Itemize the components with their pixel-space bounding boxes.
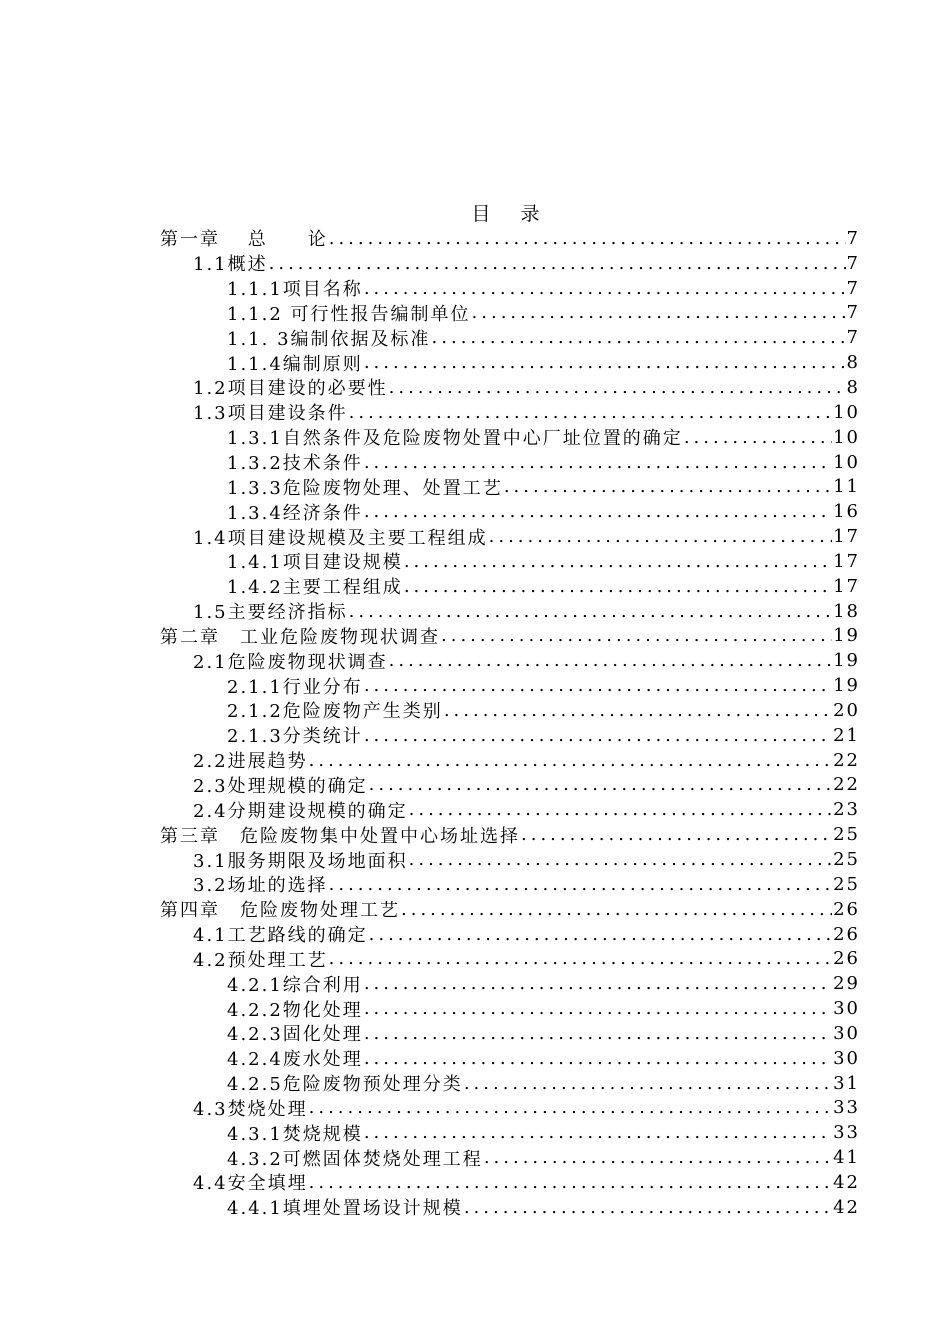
toc-section-entry[interactable] — [160, 872, 860, 897]
toc-entry-label: 第一章 总 论 — [160, 229, 328, 251]
toc-subsection-entry[interactable] — [160, 549, 860, 574]
toc-entry-label: 1.1.4编制原则 — [227, 353, 363, 375]
toc-page-number: 33 — [833, 1097, 860, 1119]
toc-subsection-entry[interactable] — [160, 673, 860, 698]
toc-page-number: 21 — [833, 724, 860, 746]
toc-subsection-entry[interactable] — [160, 1195, 860, 1220]
toc-page-number: 29 — [833, 973, 860, 995]
toc-entry-label: 3.2场址的选择 — [193, 875, 328, 897]
toc-section-entry[interactable] — [160, 1170, 860, 1195]
toc-subsection-entry[interactable] — [160, 1145, 860, 1170]
toc-page-number: 33 — [833, 1122, 860, 1144]
toc-section-entry[interactable] — [160, 748, 860, 773]
toc-entry-label: 1.4项目建设规模及主要工程组成 — [193, 527, 488, 549]
toc-entry-label: 2.2进展趋势 — [193, 751, 308, 773]
toc-section-entry[interactable] — [160, 524, 860, 549]
toc-subsection-entry[interactable] — [160, 574, 860, 599]
toc-dot-leader — [309, 750, 832, 771]
toc-dot-leader — [472, 302, 846, 323]
toc-entry-label: 1.1. 3编制依据及标准 — [227, 328, 431, 350]
toc-section-entry[interactable] — [160, 648, 860, 673]
toc-page-number: 30 — [833, 998, 860, 1020]
toc-dot-leader — [329, 874, 832, 895]
toc-page-number: 22 — [833, 774, 860, 796]
toc-entry-label: 1.3.1自然条件及危险废物处置中心厂址位置的确定 — [227, 428, 683, 450]
toc-entry-label: 1.4.1项目建设规模 — [227, 552, 403, 574]
toc-dot-leader — [389, 377, 846, 398]
toc-dot-leader — [364, 501, 832, 522]
toc-entry-label: 1.5主要经济指标 — [193, 602, 348, 624]
toc-section-entry[interactable] — [160, 922, 860, 947]
toc-subsection-entry[interactable] — [160, 698, 860, 723]
toc-page-number: 23 — [833, 799, 860, 821]
toc-dot-leader — [464, 1073, 832, 1094]
toc-dot-leader — [329, 948, 832, 969]
toc-entry-label: 4.2.3固化处理 — [227, 1024, 363, 1046]
toc-chapter-entry[interactable] — [160, 226, 860, 251]
toc-page-number: 17 — [833, 550, 860, 572]
toc-entry-label: 4.3焚烧处理 — [193, 1098, 308, 1120]
toc-subsection-entry[interactable] — [160, 325, 860, 350]
toc-entry-label: 2.4分期建设规模的确定 — [193, 800, 408, 822]
table-of-contents — [160, 226, 860, 1220]
toc-chapter-entry[interactable] — [160, 897, 860, 922]
toc-dot-leader — [364, 452, 832, 473]
toc-entry-label: 1.1.2 可行性报告编制单位 — [227, 303, 471, 325]
toc-section-entry[interactable] — [160, 847, 860, 872]
toc-page-number: 7 — [846, 252, 860, 274]
toc-page-number: 25 — [833, 873, 860, 895]
toc-dot-leader — [389, 650, 832, 671]
toc-entry-label: 4.3.2可燃固体焚烧处理工程 — [227, 1148, 483, 1170]
toc-dot-leader — [364, 1048, 832, 1069]
toc-subsection-entry[interactable] — [160, 425, 860, 450]
toc-dot-leader — [364, 1122, 832, 1143]
toc-page-number: 26 — [833, 948, 860, 970]
toc-dot-leader — [329, 228, 846, 249]
toc-dot-leader — [349, 601, 832, 622]
toc-dot-leader — [404, 551, 832, 572]
toc-dot-leader — [369, 924, 832, 945]
toc-section-entry[interactable] — [160, 797, 860, 822]
toc-entry-label: 4.4.1填埋处置场设计规模 — [227, 1198, 463, 1220]
toc-entry-label: 2.1.1行业分布 — [227, 676, 363, 698]
toc-subsection-entry[interactable] — [160, 723, 860, 748]
toc-dot-leader — [401, 899, 832, 920]
toc-page-number: 10 — [833, 401, 860, 423]
toc-entry-label: 4.4安全填埋 — [193, 1173, 308, 1195]
toc-entry-label: 4.2.1综合利用 — [227, 974, 363, 996]
toc-page-number: 25 — [833, 849, 860, 871]
toc-dot-leader — [309, 1097, 832, 1118]
toc-dot-leader — [369, 774, 832, 795]
toc-dot-leader — [364, 675, 832, 696]
toc-dot-leader — [404, 576, 832, 597]
toc-dot-leader — [364, 352, 846, 373]
toc-page-number: 41 — [833, 1147, 860, 1169]
toc-page-number: 7 — [846, 327, 860, 349]
toc-entry-label: 2.1.3分类统计 — [227, 726, 363, 748]
toc-dot-leader — [489, 526, 832, 547]
toc-entry-label: 4.2预处理工艺 — [193, 949, 328, 971]
toc-dot-leader — [364, 1023, 832, 1044]
toc-subsection-entry[interactable] — [160, 996, 860, 1021]
toc-dot-leader — [444, 700, 832, 721]
toc-dot-leader — [364, 998, 832, 1019]
toc-page-number: 19 — [833, 675, 860, 697]
toc-page-number: 19 — [833, 625, 860, 647]
toc-entry-label: 2.1.2危险废物产生类别 — [227, 701, 443, 723]
toc-chapter-entry[interactable] — [160, 624, 860, 649]
toc-entry-label: 3.1服务期限及场地面积 — [193, 850, 408, 872]
toc-entry-label: 1.3.2技术条件 — [227, 453, 363, 475]
toc-section-entry[interactable] — [160, 773, 860, 798]
toc-entry-label: 1.2项目建设的必要性 — [193, 378, 388, 400]
toc-section-entry[interactable] — [160, 946, 860, 971]
toc-subsection-entry[interactable] — [160, 474, 860, 499]
toc-page-number: 7 — [846, 227, 860, 249]
toc-page-number: 8 — [846, 376, 860, 398]
toc-subsection-entry[interactable] — [160, 1071, 860, 1096]
toc-page-number: 26 — [833, 923, 860, 945]
toc-page-number: 42 — [833, 1171, 860, 1193]
toc-dot-leader — [349, 402, 832, 423]
toc-page-number: 20 — [833, 699, 860, 721]
toc-page-number: 10 — [833, 451, 860, 473]
toc-page-number: 31 — [833, 1072, 860, 1094]
toc-entry-label: 4.2.5危险废物预处理分类 — [227, 1074, 463, 1096]
toc-dot-leader — [364, 973, 832, 994]
toc-dot-leader — [441, 625, 832, 646]
toc-subsection-entry[interactable] — [160, 450, 860, 475]
toc-page-number: 10 — [833, 426, 860, 448]
toc-dot-leader — [504, 476, 832, 497]
toc-subsection-entry[interactable] — [160, 1120, 860, 1145]
toc-entry-label: 2.3处理规模的确定 — [193, 775, 368, 797]
toc-entry-label: 1.1概述 — [193, 254, 268, 276]
toc-dot-leader — [364, 278, 846, 299]
toc-subsection-entry[interactable] — [160, 1021, 860, 1046]
toc-dot-leader — [364, 725, 832, 746]
toc-page-number: 17 — [833, 575, 860, 597]
toc-chapter-entry[interactable] — [160, 822, 860, 847]
toc-entry-label: 1.3.3危险废物处理、处置工艺 — [227, 477, 503, 499]
toc-dot-leader — [484, 1147, 832, 1168]
toc-page-number: 19 — [833, 650, 860, 672]
toc-entry-label: 2.1危险废物现状调查 — [193, 651, 388, 673]
toc-dot-leader — [464, 1197, 832, 1218]
toc-entry-label: 4.3.1焚烧规模 — [227, 1123, 363, 1145]
toc-section-entry[interactable] — [160, 599, 860, 624]
toc-page-number: 11 — [833, 476, 860, 498]
toc-entry-label: 4.2.2物化处理 — [227, 999, 363, 1021]
toc-section-entry[interactable] — [160, 1096, 860, 1121]
toc-entry-label: 1.3.4经济条件 — [227, 502, 363, 524]
toc-page-number: 30 — [833, 1047, 860, 1069]
toc-dot-leader — [309, 1172, 832, 1193]
toc-subsection-entry[interactable] — [160, 276, 860, 301]
toc-subsection-entry[interactable] — [160, 301, 860, 326]
toc-entry-label: 第二章 工业危险废物现状调查 — [160, 626, 440, 648]
toc-section-entry[interactable] — [160, 400, 860, 425]
toc-entry-label: 第四章 危险废物处理工艺 — [160, 900, 400, 922]
toc-page-number: 42 — [833, 1196, 860, 1218]
toc-section-entry[interactable] — [160, 375, 860, 400]
toc-page-number: 7 — [846, 277, 860, 299]
toc-page-number: 7 — [846, 302, 860, 324]
toc-section-entry[interactable] — [160, 251, 860, 276]
toc-subsection-entry[interactable] — [160, 499, 860, 524]
toc-subsection-entry[interactable] — [160, 971, 860, 996]
toc-page-number: 26 — [833, 898, 860, 920]
toc-entry-label: 4.1工艺路线的确定 — [193, 925, 368, 947]
toc-subsection-entry[interactable] — [160, 350, 860, 375]
toc-entry-label: 1.4.2主要工程组成 — [227, 577, 403, 599]
toc-dot-leader — [409, 799, 832, 820]
toc-page-number: 22 — [833, 749, 860, 771]
toc-page-number: 18 — [833, 600, 860, 622]
toc-page-number: 30 — [833, 1022, 860, 1044]
toc-entry-label: 1.1.1项目名称 — [227, 279, 363, 301]
toc-page-number: 8 — [846, 352, 860, 374]
toc-page-number: 25 — [833, 824, 860, 846]
toc-dot-leader — [409, 849, 832, 870]
toc-dot-leader — [269, 253, 846, 274]
toc-entry-label: 1.3项目建设条件 — [193, 403, 348, 425]
toc-title: 目 录 — [471, 203, 552, 225]
toc-dot-leader — [432, 327, 846, 348]
toc-entry-label: 第三章 危险废物集中处置中心场址选择 — [160, 825, 520, 847]
toc-subsection-entry[interactable] — [160, 1046, 860, 1071]
toc-page-number: 16 — [833, 501, 860, 523]
toc-dot-leader — [684, 427, 832, 448]
toc-entry-label: 4.2.4废水处理 — [227, 1049, 363, 1071]
toc-dot-leader — [521, 824, 832, 845]
toc-page-number: 17 — [833, 526, 860, 548]
